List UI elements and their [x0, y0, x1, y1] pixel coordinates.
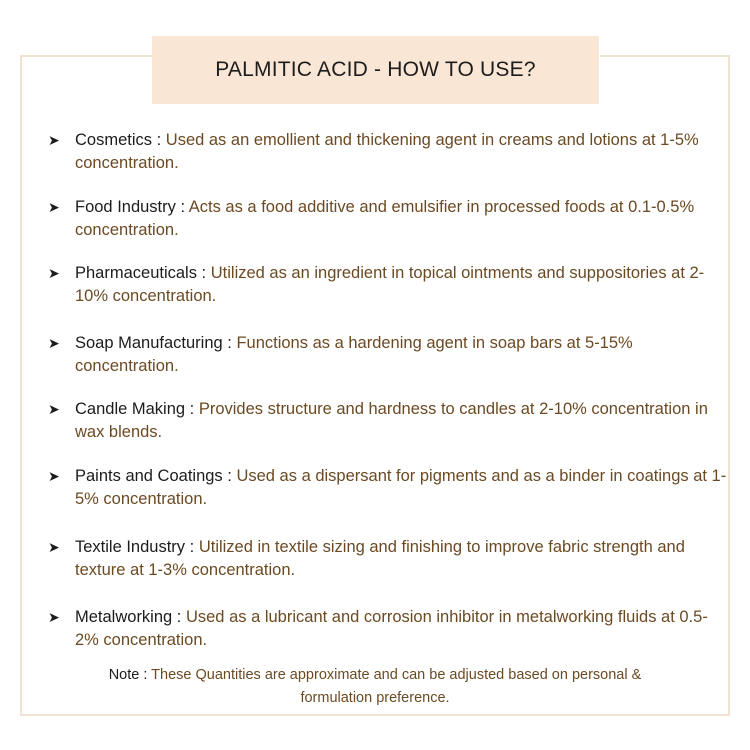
use-description: Used as a lubricant and corrosion inhibitor in metalworking fluids at 0.5-2% concentration.: [75, 608, 708, 649]
usage-note: [80, 664, 670, 710]
use-label: Candle Making :: [75, 400, 195, 418]
arrow-bullet-icon: ➤: [48, 539, 60, 555]
arrow-bullet-icon: ➤: [48, 609, 60, 625]
use-description: Functions as a hardening agent in soap bars at 5-15% concentration.: [75, 334, 633, 375]
use-item-metalworking: [48, 606, 728, 652]
use-item-candle-making: [48, 398, 728, 444]
use-label: Soap Manufacturing :: [75, 334, 232, 352]
arrow-bullet-icon: ➤: [48, 468, 60, 484]
use-item-pharmaceuticals: [48, 262, 728, 308]
use-description: Acts as a food additive and emulsifier in processed foods at 0.1-0.5% concentration.: [75, 198, 695, 239]
arrow-bullet-icon: ➤: [48, 199, 60, 215]
use-item-cosmetics: [48, 129, 728, 175]
use-label: Metalworking :: [75, 608, 182, 626]
use-description: Utilized as an ingredient in topical ointments and suppositories at 2-10% concentration.: [75, 264, 705, 305]
note-text: These Quantities are approximate and can be adjusted based on personal & formulation preference.: [151, 667, 642, 706]
use-label: Textile Industry :: [75, 538, 195, 556]
use-label: Paints and Coatings :: [75, 467, 232, 485]
arrow-bullet-icon: ➤: [48, 132, 60, 148]
use-description: Used as an emollient and thickening agent in creams and lotions at 1-5% concentration.: [75, 131, 699, 172]
arrow-bullet-icon: ➤: [48, 335, 60, 351]
use-label: Pharmaceuticals :: [75, 264, 207, 282]
use-item-textile-industry: [48, 536, 728, 582]
use-description: Utilized in textile sizing and finishing to improve fabric strength and texture at 1-3% concentration.: [75, 538, 685, 579]
arrow-bullet-icon: ➤: [48, 401, 60, 417]
note-label: Note :: [108, 667, 148, 683]
use-item-food-industry: [48, 196, 728, 242]
use-description: Used as a dispersant for pigments and as a binder in coatings at 1-5% concentration.: [75, 467, 727, 508]
use-item-paints-and-coatings: [48, 465, 728, 511]
use-description: Provides structure and hardness to candles at 2-10% concentration in wax blends.: [75, 400, 708, 441]
arrow-bullet-icon: ➤: [48, 265, 60, 281]
use-label: Cosmetics :: [75, 131, 162, 149]
use-label: Food Industry :: [75, 198, 186, 216]
use-item-soap-manufacturing: [48, 332, 728, 378]
page-title: PALMITIC ACID - HOW TO USE?: [215, 58, 536, 81]
